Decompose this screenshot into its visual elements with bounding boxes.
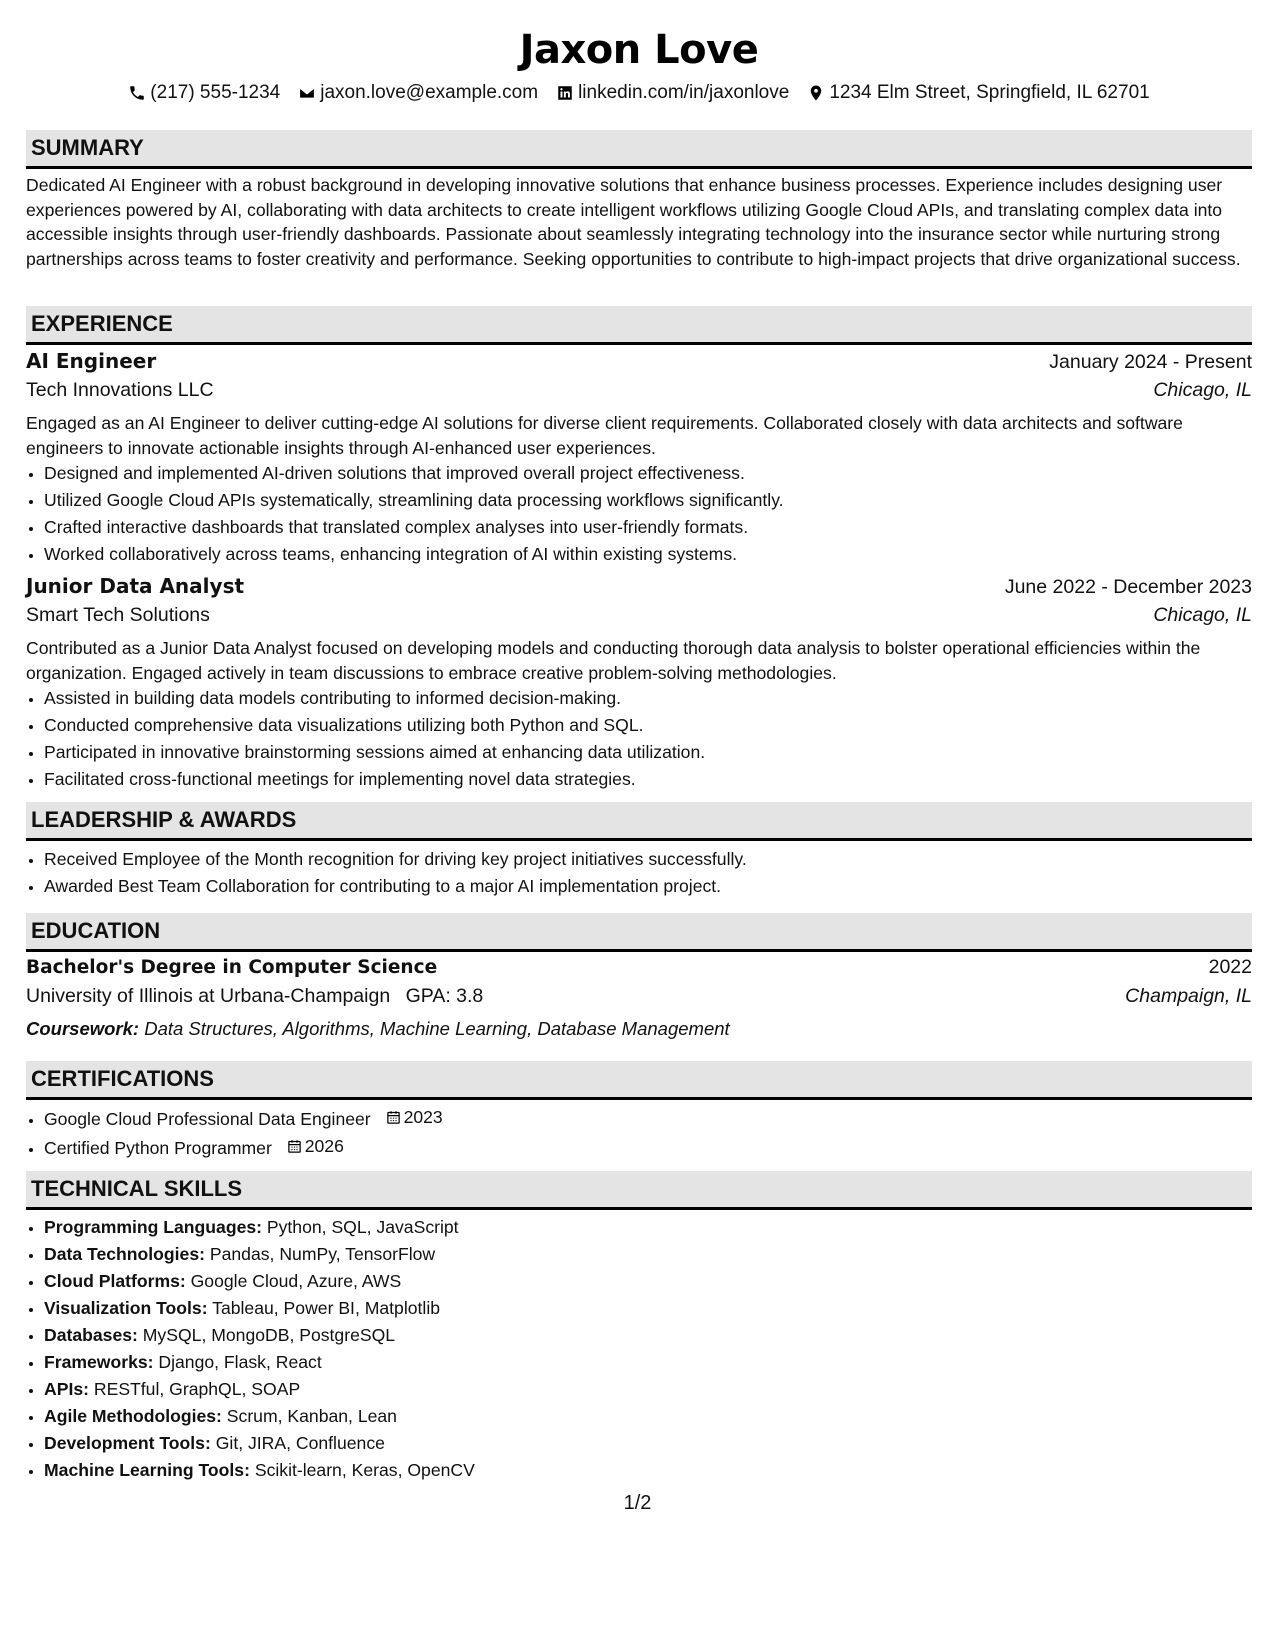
list-item <box>44 1349 1252 1376</box>
job-location: Chicago, IL <box>1153 604 1252 626</box>
job-description: Contributed as a Junior Data Analyst focused on developing models and conducting thorough data analysis to bolster operational efficiencies within the organization. Engaged actively in team discussions to embrace creative problem-solving methodologies. <box>26 638 1201 683</box>
linkedin-icon <box>556 84 574 102</box>
job-company: Tech Innovations LLC <box>26 379 214 401</box>
contact-phone <box>128 82 280 104</box>
job-company: Smart Tech Solutions <box>26 604 210 626</box>
contact-bar <box>26 78 1252 108</box>
calendar-icon <box>287 1139 302 1154</box>
job-location: Chicago, IL <box>1153 379 1252 401</box>
job-dates: June 2022 - December 2023 <box>1004 576 1252 598</box>
skill-value: Django, Flask, React <box>158 1352 322 1372</box>
cert-name: Certified Python Programmer <box>44 1138 272 1158</box>
page-number: 1/2 <box>623 1492 652 1514</box>
calendar-icon <box>386 1110 401 1125</box>
school-name: University of Illinois at Urbana-Champaign <box>26 985 391 1007</box>
skill-value: MySQL, MongoDB, PostgreSQL <box>142 1325 396 1345</box>
resume-page <box>26 0 1252 1480</box>
degree-title: Bachelor's Degree in Computer Science <box>26 957 438 978</box>
list-item <box>44 1457 1252 1484</box>
skill-label: Programming Languages: <box>44 1217 262 1237</box>
list-item: • Utilized Google Cloud APIs systematically, streamlining data processing workflows significantly. <box>44 487 1252 514</box>
list-item <box>44 1214 1252 1241</box>
skill-label: Machine Learning Tools: <box>44 1460 250 1480</box>
skill-value: Git, JIRA, Confluence <box>215 1433 385 1453</box>
certifications-list <box>26 1104 1252 1162</box>
list-item <box>44 1104 1252 1133</box>
coursework-list: Data Structures, Algorithms, Machine Learning, Database Management <box>144 1018 730 1039</box>
skill-label: Data Technologies: <box>44 1244 205 1264</box>
job-dates: January 2024 - Present <box>1049 351 1252 373</box>
leadership-heading: LEADERSHIP & AWARDS <box>26 802 1252 841</box>
school-location: Champaign, IL <box>1125 985 1252 1007</box>
job-bullets <box>26 460 1252 568</box>
list-item <box>44 1322 1252 1349</box>
coursework-label: Coursework: <box>26 1018 140 1039</box>
degree-year: 2022 <box>1208 956 1252 978</box>
skill-value: Tableau, Power BI, Matplotlib <box>212 1298 441 1318</box>
list-item <box>44 1295 1252 1322</box>
skill-label: Agile Methodologies: <box>44 1406 222 1426</box>
linkedin-link[interactable]: linkedin.com/in/jaxonlove <box>578 82 790 103</box>
list-item: • Assisted in building data models contributing to informed decision-making. <box>44 685 1252 712</box>
list-item: • Crafted interactive dashboards that translated complex analyses into user-friendly formats. <box>44 514 1252 541</box>
job-title: AI Engineer <box>26 349 157 373</box>
list-item: • Facilitated cross-functional meetings for implementing novel data strategies. <box>44 766 1252 793</box>
list-item: • Awarded Best Team Collaboration for contributing to a major AI implementation project. <box>44 873 1252 900</box>
cert-year: 2023 <box>403 1107 443 1127</box>
skill-value: Scikit-learn, Keras, OpenCV <box>254 1460 475 1480</box>
experience-heading: EXPERIENCE <box>26 306 1252 345</box>
skill-label: Frameworks: <box>44 1352 154 1372</box>
list-item: • Received Employee of the Month recognition for driving key project initiatives successfully. <box>44 846 1252 873</box>
list-item <box>44 1403 1252 1430</box>
job-entry <box>26 349 1252 568</box>
job-entry <box>26 574 1252 793</box>
cert-year: 2026 <box>304 1136 344 1156</box>
list-item <box>44 1430 1252 1457</box>
list-item <box>44 1241 1252 1268</box>
map-pin-icon <box>807 84 825 102</box>
certifications-heading: CERTIFICATIONS <box>26 1061 1252 1100</box>
job-bullets <box>26 685 1252 793</box>
envelope-icon <box>298 84 316 102</box>
contact-address <box>807 82 1149 104</box>
skill-value: Scrum, Kanban, Lean <box>226 1406 397 1426</box>
skill-value: Google Cloud, Azure, AWS <box>190 1271 402 1291</box>
summary-heading: SUMMARY <box>26 130 1252 169</box>
skill-label: Databases: <box>44 1325 138 1345</box>
summary-text: Dedicated AI Engineer with a robust background in developing innovative solutions that enhance business processes. Experience includes designing user experiences powered by AI, collaborating with data architects to create intelligent workflows utilizing Google Cloud APIs, and translating complex data into accessible insights through user-friendly dashboards. Passionate about seamlessly integrating technology into the insurance sector while nurturing strong partnerships across teams to foster creativity and performance. Seeking opportunities to contribute to high-impact projects that drive organizational success. <box>26 175 1241 270</box>
skill-label: APIs: <box>44 1379 89 1399</box>
skill-label: Visualization Tools: <box>44 1298 208 1318</box>
list-item <box>44 1376 1252 1403</box>
list-item: • Conducted comprehensive data visualizations utilizing both Python and SQL. <box>44 712 1252 739</box>
skill-value: Pandas, NumPy, TensorFlow <box>209 1244 436 1264</box>
skill-value: Python, SQL, JavaScript <box>266 1217 459 1237</box>
leadership-list <box>26 846 1252 900</box>
cert-name: Google Cloud Professional Data Engineer <box>44 1109 371 1129</box>
job-description: Engaged as an AI Engineer to deliver cutting-edge AI solutions for diverse client requirements. Collaborated closely with data architects and software engineers to innovate actionable insights through AI-enhanced user experiences. <box>26 413 1183 458</box>
resume-name: Jaxon Love <box>519 27 759 73</box>
list-item <box>44 1268 1252 1295</box>
phone-text: (217) 555-1234 <box>150 82 281 103</box>
skills-heading: TECHNICAL SKILLS <box>26 1171 1252 1210</box>
email-link[interactable]: jaxon.love@example.com <box>320 82 539 103</box>
education-heading: EDUCATION <box>26 913 1252 952</box>
skill-label: Cloud Platforms: <box>44 1271 186 1291</box>
education-entry <box>26 956 1252 1043</box>
contact-email[interactable] <box>298 82 538 104</box>
job-title: Junior Data Analyst <box>26 574 245 598</box>
list-item: • Participated in innovative brainstorming sessions aimed at enhancing data utilization. <box>44 739 1252 766</box>
list-item: • Worked collaboratively across teams, enhancing integration of AI within existing systems. <box>44 541 1252 568</box>
address-text: 1234 Elm Street, Springfield, IL 62701 <box>829 82 1150 103</box>
contact-linkedin[interactable] <box>556 82 789 104</box>
gpa: GPA: 3.8 <box>405 985 484 1007</box>
coursework <box>26 1014 1252 1043</box>
list-item <box>44 1133 1252 1162</box>
skill-value: RESTful, GraphQL, SOAP <box>93 1379 301 1399</box>
list-item: • Designed and implemented AI-driven solutions that improved overall project effectiveness. <box>44 460 1252 487</box>
skill-label: Development Tools: <box>44 1433 211 1453</box>
phone-icon <box>128 84 146 102</box>
skills-list <box>26 1214 1252 1484</box>
